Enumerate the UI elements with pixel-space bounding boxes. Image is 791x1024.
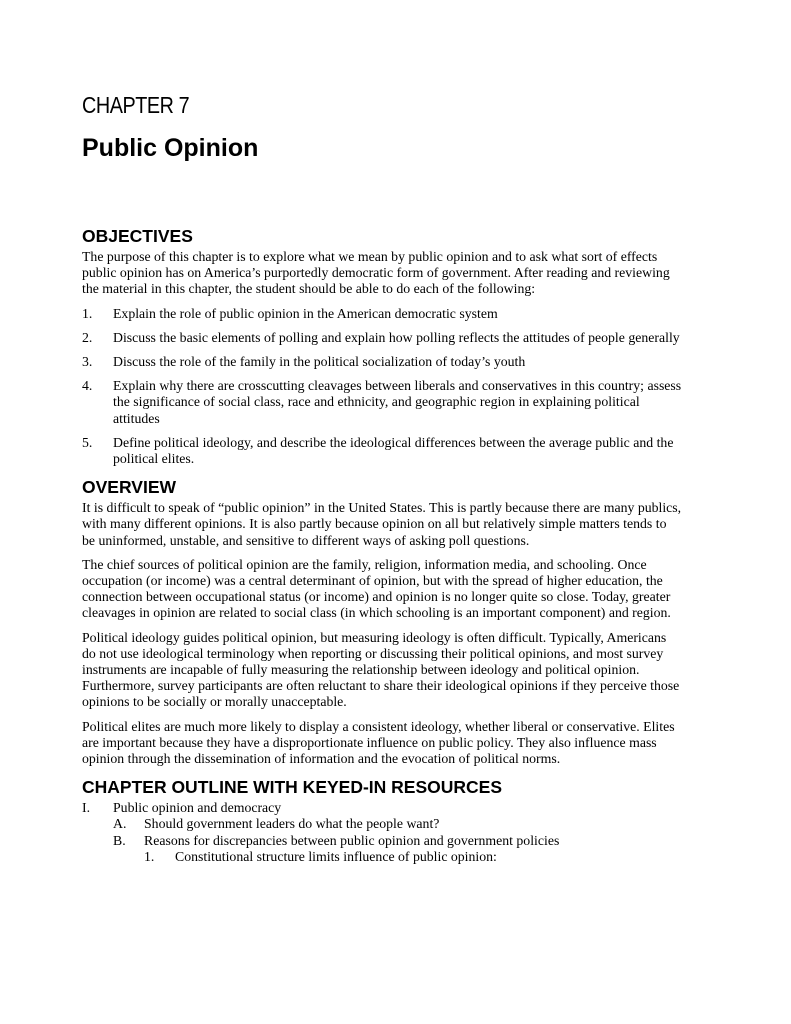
outline-item-number: B.: [113, 832, 126, 848]
outline-item-text: Should government leaders do what the people want?: [144, 816, 440, 832]
list-item: [82, 354, 682, 370]
list-item-text: Explain why there are crosscutting cleavages between liberals and conservatives in this country; assess the significance of social class, race and ethnicity, and geographic region in explaining political attitudes: [113, 378, 682, 426]
objectives-section: [82, 226, 682, 467]
list-item: [82, 306, 682, 322]
outline-item: [82, 816, 682, 832]
overview-section: [82, 477, 682, 767]
list-item: [82, 330, 682, 346]
outline-item-text: Constitutional structure limits influence of public opinion:: [175, 848, 497, 864]
chapter-title: Public Opinion: [82, 134, 259, 162]
list-item-number: 2.: [82, 329, 93, 345]
outline-item-number: 1.: [144, 848, 155, 864]
list-item-text: Explain the role of public opinion in the American democratic system: [113, 305, 498, 321]
list-item-text: Discuss the basic elements of polling and explain how polling reflects the attitudes of people generally: [113, 329, 680, 345]
objectives-heading: OBJECTIVES: [82, 226, 193, 246]
list-item-text: Discuss the role of the family in the political socialization of today’s youth: [113, 354, 526, 370]
document-body: [82, 226, 682, 865]
outline-item: [82, 833, 682, 849]
overview-paragraph: It is difficult to speak of “public opinion” in the United States. This is partly because there are many publics, with many different opinions. It is also partly because opinion on all but relatively simple matters tends to be uninformed, unstable, and sensitive to different ways of asking poll questions.: [82, 500, 682, 548]
list-item-number: 3.: [82, 354, 93, 370]
overview-paragraph: Political ideology guides political opinion, but measuring ideology is often difficult. Typically, Americans do not use ideological terminology when reporting or discussing their political opinions, and most survey instruments are incapable of fully measuring the relationship between ideology and political opinion. Furthermore, survey participants are often reluctant to share their ideological opinions if they perceive those opinions to be socially or morally unacceptable.: [82, 629, 680, 710]
outline-item: [82, 849, 682, 865]
outline-item-text: Public opinion and democracy: [113, 800, 282, 816]
objectives-list: [82, 306, 682, 468]
outline-heading: CHAPTER OUTLINE WITH KEYED-IN RESOURCES: [82, 777, 503, 798]
list-item-number: 4.: [82, 378, 93, 394]
chapter-label: CHAPTER 7: [82, 92, 190, 118]
list-item-number: 5.: [82, 434, 93, 450]
outline-section: [82, 777, 682, 865]
list-item-number: 1.: [82, 305, 93, 321]
outline-item-text: Reasons for discrepancies between public opinion and government policies: [144, 832, 560, 848]
list-item-text: Define political ideology, and describe the ideological differences between the average public and the political elites.: [113, 434, 674, 467]
overview-heading: OVERVIEW: [82, 477, 177, 498]
outline-item-number: A.: [113, 816, 127, 832]
list-item: [82, 378, 682, 427]
outline-item-number: I.: [82, 800, 91, 816]
outline-item: [82, 800, 682, 816]
list-item: [82, 435, 682, 467]
overview-paragraph: The chief sources of political opinion are the family, religion, information media, and schooling. Once occupation (or income) was a central determinant of opinion, but with the spread of higher education, the connection between occupational status (or income) and opinion is no longer quite so close. Today, greater cleavages in opinion are related to social class (in which schooling is an important component) and region.: [82, 556, 671, 621]
objectives-intro: The purpose of this chapter is to explore what we mean by public opinion and to ask what sort of effects public opinion has on America’s purportedly democratic form of government. After reading and reviewing the material in this chapter, the student should be able to do each of the following:: [82, 249, 670, 297]
overview-paragraph: Political elites are much more likely to display a consistent ideology, whether liberal or conservative. Elites are important because they have a disproportionate influence on public policy. They also influence mass opinion through the dissemination of information and the evocation of political norms.: [82, 718, 675, 767]
